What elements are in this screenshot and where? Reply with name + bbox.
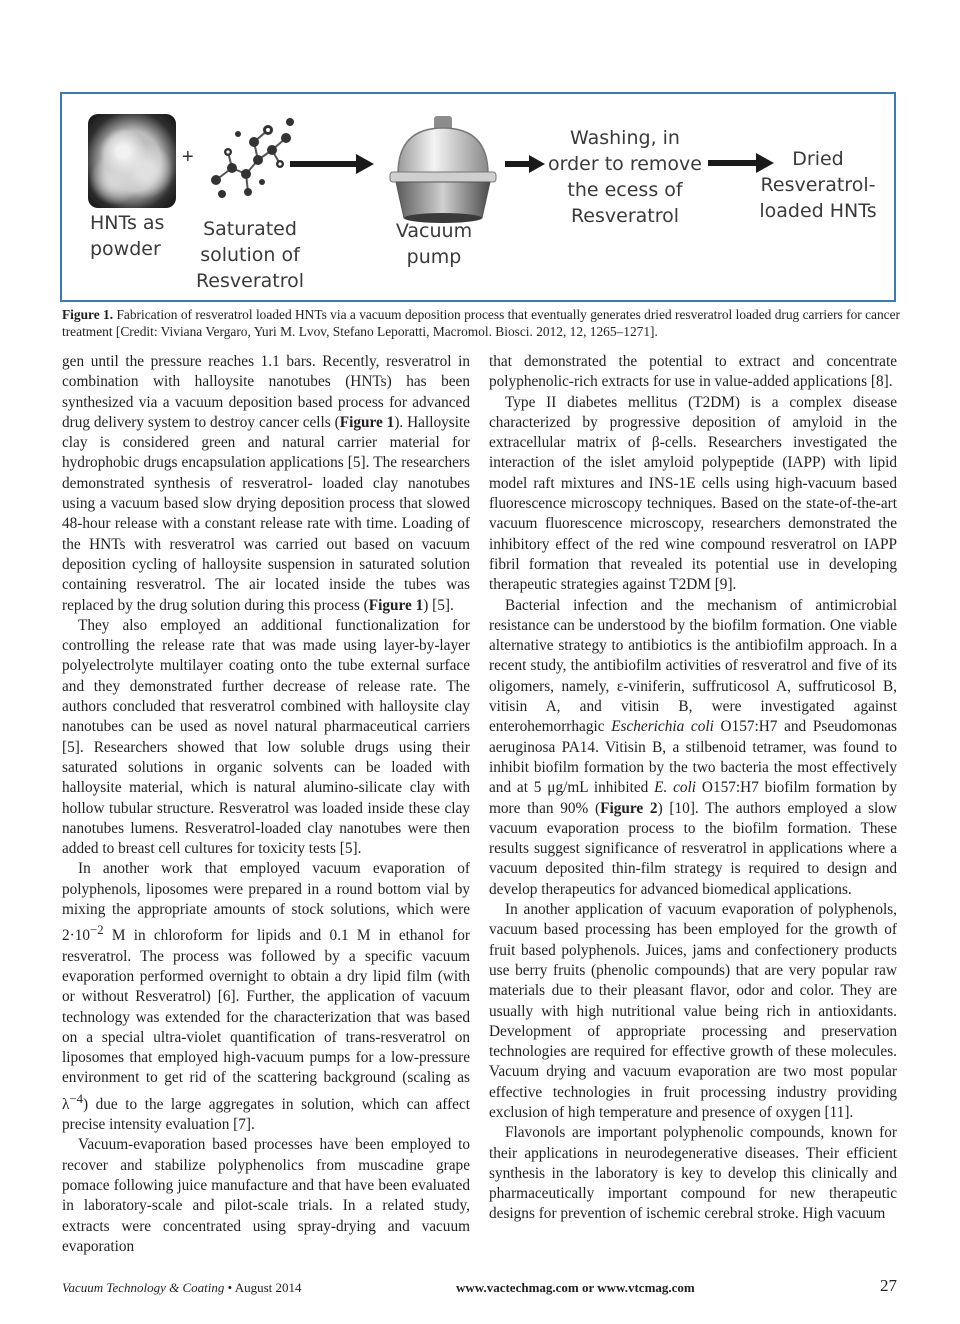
paragraph: In another application of vacuum evaporation of polyphenols, vacuum based processing has been employed for the growth of fruit based polyphenols. Juices, jams and confectionery products use berry fruits (phenolic compounds) that are very popular raw materials due to their pleasant flavor, odor and color. They are usually with high nutritional value being rich in antioxidants. Development of appropriate processing and preservation technologies are required for effective growth of these molecules. Vacuum drying and vacuum evaporation are two most popular effective technologies in fruit processing industry providing exclusion of high temperature and presence of oxygen [11]. — [489, 901, 897, 1121]
label-saturated-solution: Saturated solution of Resveratrol — [195, 218, 305, 292]
label-hnts-powder: HNTs as powder — [90, 212, 165, 260]
page-number: 27 — [880, 1276, 897, 1295]
figure-reference: Figure 1 — [368, 596, 424, 614]
resveratrol-molecule-icon — [202, 112, 298, 208]
label-vacuum-pump: Vacuum pump — [395, 220, 473, 268]
figure-caption — [62, 306, 900, 340]
arrow-icon — [290, 152, 374, 176]
paragraph: that demonstrated the potential to extract and concentrate polyphenolic-rich extracts for use in value-added applications [8]. — [489, 353, 897, 391]
hnt-powder-image — [88, 114, 176, 208]
paragraph: Vacuum-evaporation based processes have been employed to recover and stabilize polyphenolics from muscadine grape pomace following juice manufacture and that have been evaluated in laboratory-scale and pilot-scale trials. In a related study, extracts were concentrated using spray-drying and vacuum evaporation — [62, 1136, 470, 1255]
left-column — [62, 352, 470, 1257]
issue-date: August 2014 — [234, 1280, 302, 1295]
label-dried-hnts: Dried Resveratrol- loaded HNTs — [759, 148, 877, 222]
figure-1 — [60, 92, 896, 302]
footer-url[interactable]: www.vactechmag.com or www.vtcmag.com — [456, 1280, 695, 1295]
figure-reference: Figure 2 — [600, 799, 658, 817]
footer-journal: Vacuum Technology & Coating • August 2014 — [62, 1280, 302, 1295]
paragraph: Bacterial infection and the mechanism of antimicrobial resistance can be understood by the biofilm formation. One viable alternative strategy to antibiotics is the antibiofilm approach. In a recent study, the antibiofilm activities of resveratrol and five of its oligomers, namely, ε-viniferin, suffruticosol A, suffruticosol B, vitisin A, and vitisin B, were investigated against enterohemorrhagic Escherichia coli O157:H7 and Pseudomonas aeruginosa PA14. Vitisin B, a stilbenoid tetramer, was found to inhibit biofilm formation by the two bacteria the most effectively and at 5 μg/mL inhibited E. coli O157:H7 biofilm formation by more than 90% (Figure 2) [10]. The authors employed a slow vacuum evaporation process to the biofilm formation. These results suggest significance of resveratrol in applications where a vacuum deposited thin-film strategy is required to design and develop therapeutics for advanced biomedical applications. — [489, 596, 898, 898]
paragraph: In another work that employed vacuum evaporation of polyphenols, liposomes were prepared in a round bottom vial by mixing the appropriate amounts of stock solutions, which were $2\cdot 10^{-2}$ M in chloroform for lipids and 0.1 M in ethanol for resveratrol. The process was followed by a specific vacuum evaporation performed overnight to obtain a dry lipid film (with or without Resveratrol) [6]. Further, the application of vacuum technology was extended for the characterization that was based on a special ultra-violet quantification of trans-resveratrol on liposomes that employed high-vacuum pumps for a low-pressure environment to get rid of the scattering background (scaling as $\lambda^{-4}$) due to the large aggregates in solution, which can affect precise intensity evaluation [7]. — [62, 860, 470, 1134]
label-washing: Washing, in order to remove the ecess of Resveratrol — [548, 127, 702, 227]
right-column — [489, 352, 897, 1225]
journal-name: Vacuum Technology & Coating — [62, 1280, 225, 1295]
paragraph: Type II diabetes mellitus (T2DM) is a complex disease characterized by progressive deposition of amyloid in the extracellular matrix of β-cells. Researchers investigated the interaction of the islet amyloid polypeptide (IAPP) with lipid model raft mixtures and INS-1E cells using high-vacuum based fluorescence microscopy techniques. Based on the state-of-the-art vacuum fluorescence microscopy, researchers demonstrated the inhibitory effect of the red wine compound resveratrol on IAPP fibril formation that revealed its potential use in developing therapeutic strategies against T2DM [9]. — [489, 393, 897, 594]
paragraph: gen until the pressure reaches 1.1 bars. Recently, resveratrol in combination with halloysite nanotubes (HNTs) has been synthesized via a vacuum deposition based process for advanced drug delivery system to destroy cancer cells (Figure 1). Halloysite clay is considered green and natural carrier material for hydrophobic drugs encapsulation applications [5]. The researchers demonstrated synthesis of resveratrol- loaded clay nanotubes using a vacuum based slow drying deposition process that slowed 48-hour release with a constant release rate with time. Loading of the HNTs with resveratrol was carried out based on vacuum deposition cycling of halloysite suspension in saturated solution containing resveratrol. The air located inside the tubes was replaced by the drug solution during this process (Figure 1) [5]. — [62, 353, 470, 614]
plus-sign: + — [182, 146, 194, 168]
vacuum-pump-desiccator-icon — [378, 114, 508, 226]
figure-caption-label: Figure 1. — [62, 307, 114, 322]
figure-caption-text: Fabrication of resveratrol loaded HNTs via a vacuum deposition process that eventually generates dried resveratrol loaded drug carriers for cancer treatment [Credit: Viviana Vergaro, Yuri M. Lvov, Stefano Leporatti, Macromol. Biosci. 2012, 12, 1265–1271]. — [62, 307, 901, 339]
paragraph: Flavonols are important polyphenolic compounds, known for their applications in neurodegenerative diseases. Their efficient synthesis in the laboratory is key to develop this clinically and pharmaceutically important compound for new therapeutic designs for prevention of ischemic cerebral stroke. High vacuum — [489, 1124, 897, 1223]
paragraph: They also employed an additional functionalization for controlling the release rate that was made using layer-by-layer polyelectrolyte multilayer coating onto the tube external surface and they demonstrated further decrease of release rate. The authors concluded that resveratrol combined with halloysite clay nanotubes can be used as novel natural pharmaceutical carriers [5]. Researchers showed that low soluble drugs using their saturated solutions in organic solvents can be loaded with halloysite material, which is natural alumino-silicate clay with hollow tubular structure. Resveratrol was loaded inside these clay nanotubes lumens. Resveratrol-loaded clay nanotubes were then added to breast cell cultures for toxicity tests [5]. — [62, 616, 470, 858]
arrow-icon — [505, 154, 545, 174]
figure-reference: Figure 1 — [339, 413, 395, 431]
